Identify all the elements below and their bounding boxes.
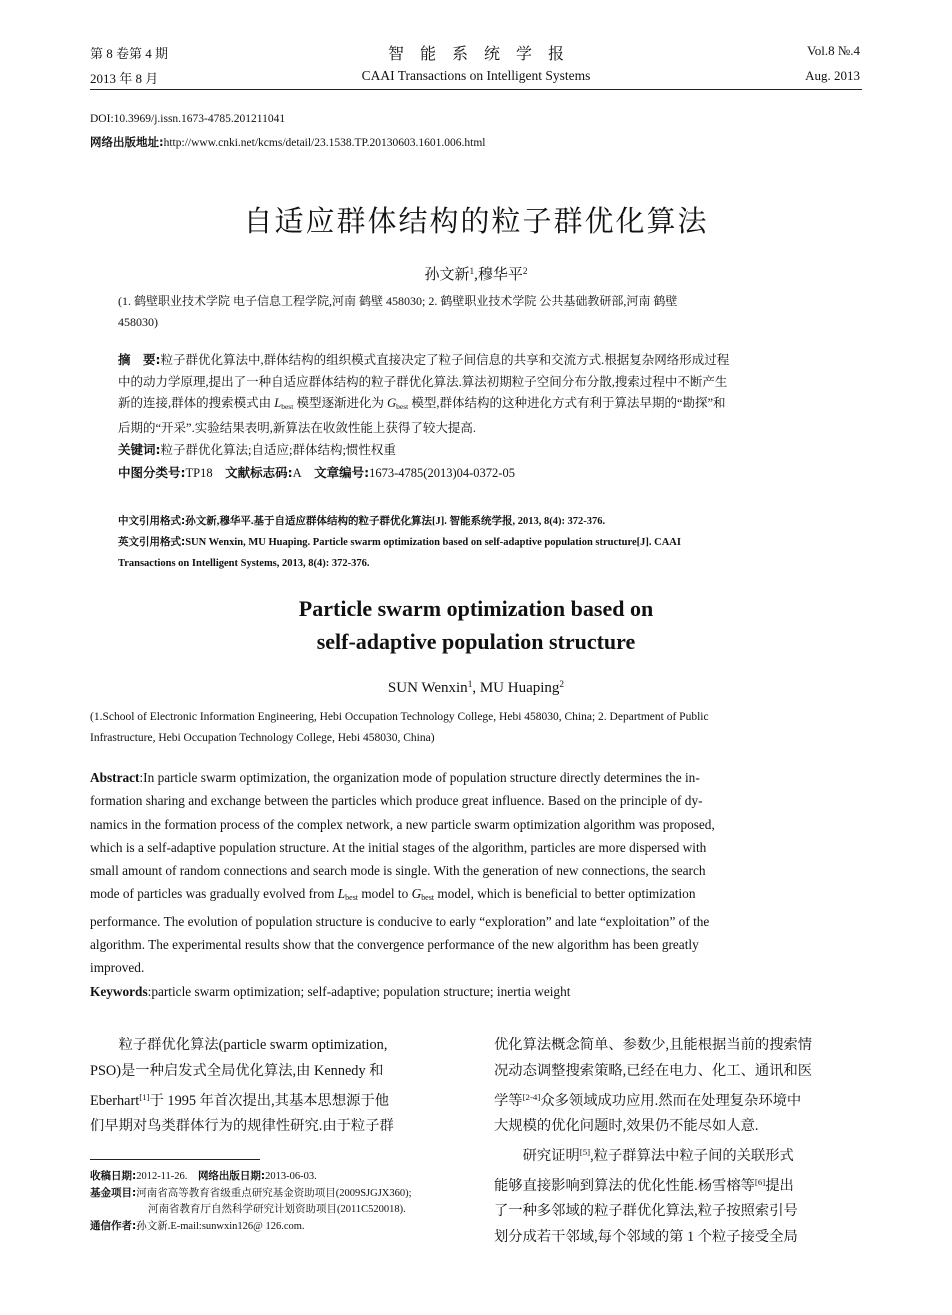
symbol-g: G — [411, 886, 422, 902]
citation-en — [118, 532, 838, 553]
body-left-column — [90, 1033, 466, 1140]
body-text: ,粒子群算法中粒子间的关联形式 — [590, 1147, 794, 1164]
author-en-1-mark: 1 — [467, 680, 473, 690]
doccode-label: 文献标志码: — [225, 464, 293, 480]
citation-cn-text: 孙文新,穆华平.基于自适应群体结构的粒子群优化算法[J]. 智能系统学报, 2013, 8(4): 372-376. — [185, 516, 606, 527]
author-en-2: MU Huaping — [479, 680, 560, 697]
online-url — [90, 134, 486, 150]
keywords-en — [90, 980, 870, 1003]
online-url-label: 网络出版地址: — [90, 135, 164, 149]
citation-cn-label: 中文引用格式: — [118, 515, 186, 527]
received-date: 2012-11-26. — [136, 1171, 188, 1182]
body-text: 提出 — [765, 1177, 794, 1194]
body-text: Eberhart — [90, 1092, 140, 1109]
articleno-label: 文章编号: — [314, 464, 370, 480]
abstract-en-line — [90, 882, 870, 909]
keywords-en-label: Keywords — [90, 983, 148, 999]
body-line — [494, 1085, 866, 1115]
footnote-corr — [90, 1218, 470, 1235]
author-en-sep: , — [472, 680, 480, 697]
abstract-en-text: mode of particles was gradually evolved from — [90, 886, 338, 902]
footnote-rule — [90, 1159, 260, 1160]
abstract-cn-line — [118, 349, 838, 372]
symbol-l: L — [337, 886, 346, 902]
citation-ref[interactable]: [6] — [754, 1176, 766, 1187]
online-label: 网络出版日期: — [197, 1170, 266, 1182]
body-line: PSO)是一种启发式全局优化算法,由 Kennedy 和 — [90, 1062, 384, 1079]
author-cn-2: 穆华平 — [477, 267, 523, 283]
citation-ref[interactable]: [2-4] — [522, 1091, 541, 1102]
body-text: 能够直接影响到算法的优化性能.杨雪榕等 — [494, 1177, 755, 1194]
affiliation-cn-line: (1. 鹤壁职业技术学院 电子信息工程学院,河南 鹤壁 458030; 2. 鹤壁职业技术学院 公共基础教研部,河南 鹤壁 — [118, 294, 678, 308]
keywords-cn-label: 关键词: — [118, 442, 161, 458]
footnote — [90, 1168, 470, 1235]
doi: DOI:10.3969/j.issn.1673-4785.201211041 — [90, 113, 286, 125]
body-line: 优化算法概念简单、参数少,且能根据当前的搜索情 — [494, 1037, 813, 1053]
affiliation-en — [90, 707, 870, 749]
journal-month: Aug. 2013 — [805, 68, 860, 83]
corr-label: 通信作者: — [90, 1220, 137, 1232]
fund-text: 河南省高等教育省级重点研究基金资助项目(2009SJGJX360); — [136, 1188, 412, 1199]
classification-cn — [118, 462, 838, 485]
citation-en-label: 英文引用格式: — [118, 536, 186, 548]
body-text: 众多领域成功应用.然而在处理复杂环境中 — [540, 1092, 802, 1109]
abstract-en-line: small amount of random connections and search mode is single. With the generation of new connections, the search — [90, 863, 706, 879]
title-en-line: self-adaptive population structure — [316, 629, 636, 654]
keywords-en-text: :particle swarm optimization; self-adaptive; population structure; inertia weight — [147, 983, 571, 999]
symbol-sub: best — [281, 402, 294, 412]
abstract-en — [90, 766, 870, 1003]
citation-block — [118, 511, 838, 574]
keywords-cn — [118, 439, 838, 462]
abstract-en-line: which is a self-adaptive population structure. At the initial stages of the algorithm, particles are more dispersed with — [90, 839, 707, 855]
abstract-en-line: improved. — [90, 960, 145, 976]
body-text: 学等 — [494, 1092, 523, 1109]
body-text: 研究证明 — [494, 1147, 580, 1164]
abstract-cn-text: 模型逐渐进化为 — [293, 396, 388, 411]
clc-label: 中图分类号: — [118, 464, 186, 480]
body-line — [494, 1140, 866, 1170]
footnote-dates — [90, 1168, 470, 1185]
citation-cn — [118, 511, 838, 532]
abstract-cn-text: 模型,群体结构的这种进化方式有利于算法早期的“勘探”和 — [408, 396, 726, 411]
symbol-g: G — [387, 396, 397, 411]
abstract-en-text: :In particle swarm optimization, the organization mode of population structure directly determines the in- — [139, 770, 700, 785]
online-url-link[interactable]: http://www.cnki.net/kcms/detail/23.1538.TP.20130603.1601.006.html — [163, 137, 486, 149]
abstract-cn-text: 新的连接,群体的搜索模式由 — [118, 396, 275, 411]
symbol-l: L — [274, 396, 282, 411]
footnote-fund-cont: 河南省教育厅自然科学研究计划资助项目(2011C520018). — [148, 1204, 406, 1215]
abstract-en-line: algorithm. The experimental results show that the convergence performance of the new algorithm has been greatly — [90, 937, 699, 953]
journal-date: 2013 年 8 月 — [90, 71, 159, 86]
abstract-en-line: performance. The evolution of population structure is conducive to early “exploration” and late “exploitation” of the — [90, 913, 710, 929]
author-en-1: SUN Wenxin — [387, 680, 468, 697]
author-cn-1: 孙文新 — [424, 267, 470, 283]
body-line: 况动态调整搜索策略,已经在电力、化工、通讯和医 — [494, 1062, 813, 1079]
journal-volume: Vol.8 №.4 — [807, 43, 860, 58]
journal-issue: 第 8 卷第 4 期 — [90, 46, 169, 61]
affiliation-en-line: Infrastructure, Hebi Occupation Technology College, Hebi 458030, China) — [90, 732, 435, 744]
online-date: 2013-06-03. — [265, 1171, 317, 1182]
authors-en — [0, 680, 952, 697]
corr-text: 孙文新.E-mail:sunwxin126@ 126.com. — [136, 1221, 305, 1232]
symbol-sub: best — [421, 893, 435, 903]
articleno-value: 1673-4785(2013)04-0372-05 — [369, 465, 515, 480]
title-cn: 自适应群体结构的粒子群优化算法 — [243, 204, 709, 238]
doccode-value: A — [292, 465, 302, 480]
author-en-2-mark: 2 — [559, 680, 565, 690]
symbol-sub: best — [345, 893, 359, 903]
abstract-en-label: Abstract — [90, 770, 140, 785]
affiliation-cn — [118, 291, 677, 333]
author-cn-1-mark: 1 — [469, 266, 475, 277]
abstract-cn — [118, 349, 838, 484]
citation-ref[interactable]: [5] — [579, 1147, 591, 1158]
body-right-column — [494, 1033, 866, 1251]
citation-ref[interactable]: [1] — [139, 1091, 150, 1102]
abstract-cn-line: 后期的“开采”.实验结果表明,新算法在收敛性能上获得了较大提高. — [118, 420, 476, 435]
body-line: 了一种多邻域的粒子群优化算法,粒子按照索引号 — [494, 1203, 798, 1220]
affiliation-cn-line: 458030) — [118, 315, 158, 329]
authors-cn — [0, 263, 952, 284]
symbol-sub: best — [396, 402, 409, 412]
abstract-cn-line — [118, 393, 838, 417]
keywords-cn-text: 粒子群优化算法;自适应;群体结构;惯性权重 — [160, 443, 396, 458]
body-line: 大规模的优化问题时,效果仍不能尽如人意. — [494, 1118, 759, 1135]
received-label: 收稿日期: — [90, 1170, 137, 1182]
body-line: 们早期对鸟类群体行为的规律性研究.由于粒子群 — [90, 1118, 394, 1135]
body-line — [90, 1085, 466, 1115]
abstract-en-line: formation sharing and exchange between the particles which produce great influence. Based on the principle of dy- — [90, 793, 703, 809]
abstract-cn-label: 摘 要: — [118, 352, 161, 367]
author-cn-2-mark: 2 — [522, 266, 528, 277]
title-en — [0, 592, 952, 658]
title-en-line: Particle swarm optimization based on — [298, 596, 654, 621]
affiliation-en-line: (1.School of Electronic Information Engineering, Hebi Occupation Technology College, Hebi 458030, China; 2. Department of Public — [90, 711, 709, 723]
clc-value: TP18 — [185, 465, 213, 480]
journal-name-en: CAAI Transactions on Intelligent Systems — [361, 68, 591, 83]
journal-name-cn: 智 能 系 统 学 报 — [387, 46, 564, 63]
fund-label: 基金项目: — [90, 1187, 137, 1199]
citation-en-cont: Transactions on Intelligent Systems, 2013, 8(4): 372-376. — [118, 558, 370, 569]
abstract-en-line: namics in the formation process of the complex network, a new particle swarm optimization algorithm was proposed, — [90, 816, 715, 832]
body-line: 划分成若干邻域,每个邻域的第 1 个粒子接受全局 — [494, 1229, 798, 1246]
body-line — [494, 1170, 866, 1200]
author-cn-sep: , — [474, 267, 478, 283]
abstract-cn-line: 中的动力学原理,提出了一种自适应群体结构的粒子群优化算法.算法初期粒子空间分布分散,搜索过程中不断产生 — [118, 374, 728, 389]
abstract-en-line — [90, 766, 870, 789]
citation-en-text: SUN Wenxin, MU Huaping. Particle swarm optimization based on self-adaptive population structure[J]. CAAI — [185, 537, 681, 548]
body-text: 于 1995 年首次提出,其基本思想源于他 — [149, 1092, 390, 1109]
abstract-en-text: model, which is beneficial to better optimization — [434, 886, 696, 902]
body-line: 粒子群优化算法(particle swarm optimization, — [90, 1037, 388, 1053]
abstract-en-text: model to — [358, 886, 412, 902]
abstract-cn-text: 粒子群优化算法中,群体结构的组织模式直接决定了粒子间信息的共享和交流方式.根据复杂网络形成过程 — [160, 353, 730, 367]
header-rule — [90, 89, 862, 90]
footnote-fund — [90, 1185, 470, 1202]
